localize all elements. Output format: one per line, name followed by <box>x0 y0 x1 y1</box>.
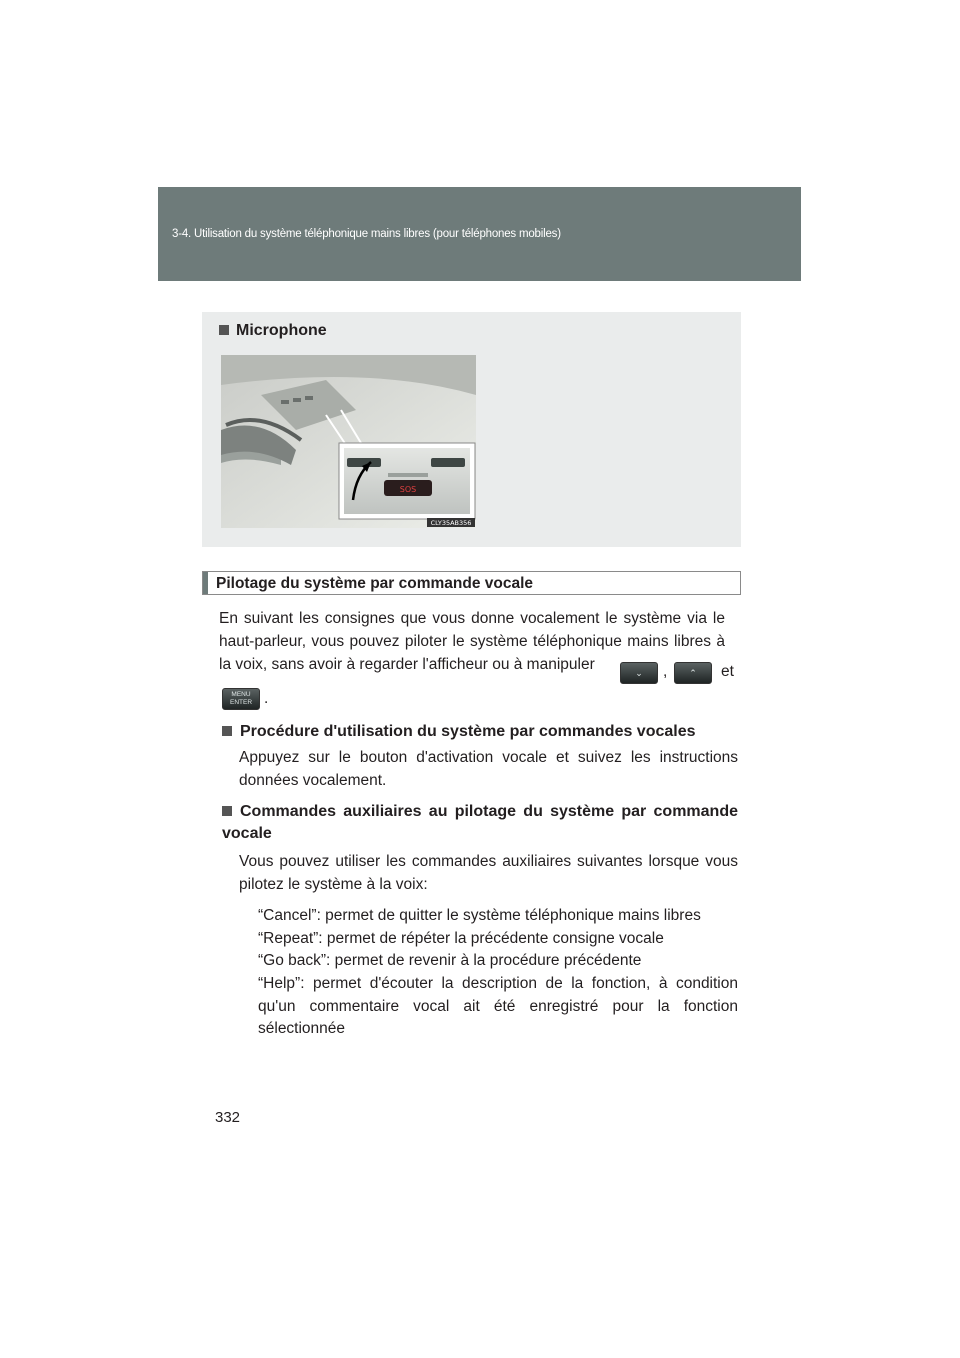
bullet-square-icon <box>219 325 229 335</box>
intro-text: En suivant les consignes que vous donne vocalement le système via le haut-parleur, vous pouvez piloter le système téléphonique mains libres à la voix, sans avoir à regarder l'afficheur ou à manipuler <box>219 610 725 673</box>
down-button-icon: ⌄ <box>620 662 658 684</box>
microphone-location-illustration <box>221 355 476 528</box>
menu-label: MENU <box>231 691 251 698</box>
bullet-square-icon <box>222 726 232 736</box>
period-text: . <box>264 690 269 707</box>
sos-button-text: SOS <box>399 485 417 494</box>
procedure-body: Appuyez sur le bouton d'activation vocale et suivez les instructions données vocalement. <box>239 749 738 789</box>
command-go-back: “Go back”: permet de revenir à la procédure précédente <box>258 952 642 969</box>
command-help: “Help”: permet d'écouter la description de la fonction, à condition qu'un commentaire vocal ait été enregistré pour la fonction sélectionnée <box>258 975 738 1037</box>
comma-text: , <box>663 663 668 680</box>
and-text: et <box>721 663 734 680</box>
command-repeat: “Repeat”: permet de répéter la précédente consigne vocale <box>258 930 664 947</box>
menu-enter-button-icon <box>222 688 260 710</box>
bullet-square-icon <box>222 806 232 816</box>
figure-code-label: CLY35AB356 <box>430 519 472 527</box>
procedure-title <box>222 721 738 743</box>
command-cancel: “Cancel”: permet de quitter le système téléphonique mains libres <box>258 907 701 924</box>
section-heading <box>202 571 741 595</box>
heading-accent-bar <box>203 572 208 594</box>
up-button-icon: ⌃ <box>674 662 712 684</box>
microphone-title-text: Microphone <box>236 322 327 339</box>
auxiliary-title-text: Commandes auxiliaires au pilotage du système par commande vocale <box>222 803 738 842</box>
microphone-title <box>219 322 327 340</box>
enter-label: ENTER <box>229 699 253 706</box>
chapter-header-title: 3-4. Utilisation du système téléphonique mains libres (pour téléphones mobiles) <box>172 228 561 240</box>
auxiliary-title <box>222 801 738 845</box>
procedure-title-text: Procédure d'utilisation du système par commandes vocales <box>240 723 696 740</box>
section-heading-text: Pilotage du système par commande vocale <box>216 575 534 592</box>
page-number: 332 <box>215 1109 241 1126</box>
auxiliary-body: Vous pouvez utiliser les commandes auxiliaires suivantes lorsque vous pilotez le système à la voix: <box>239 853 738 893</box>
